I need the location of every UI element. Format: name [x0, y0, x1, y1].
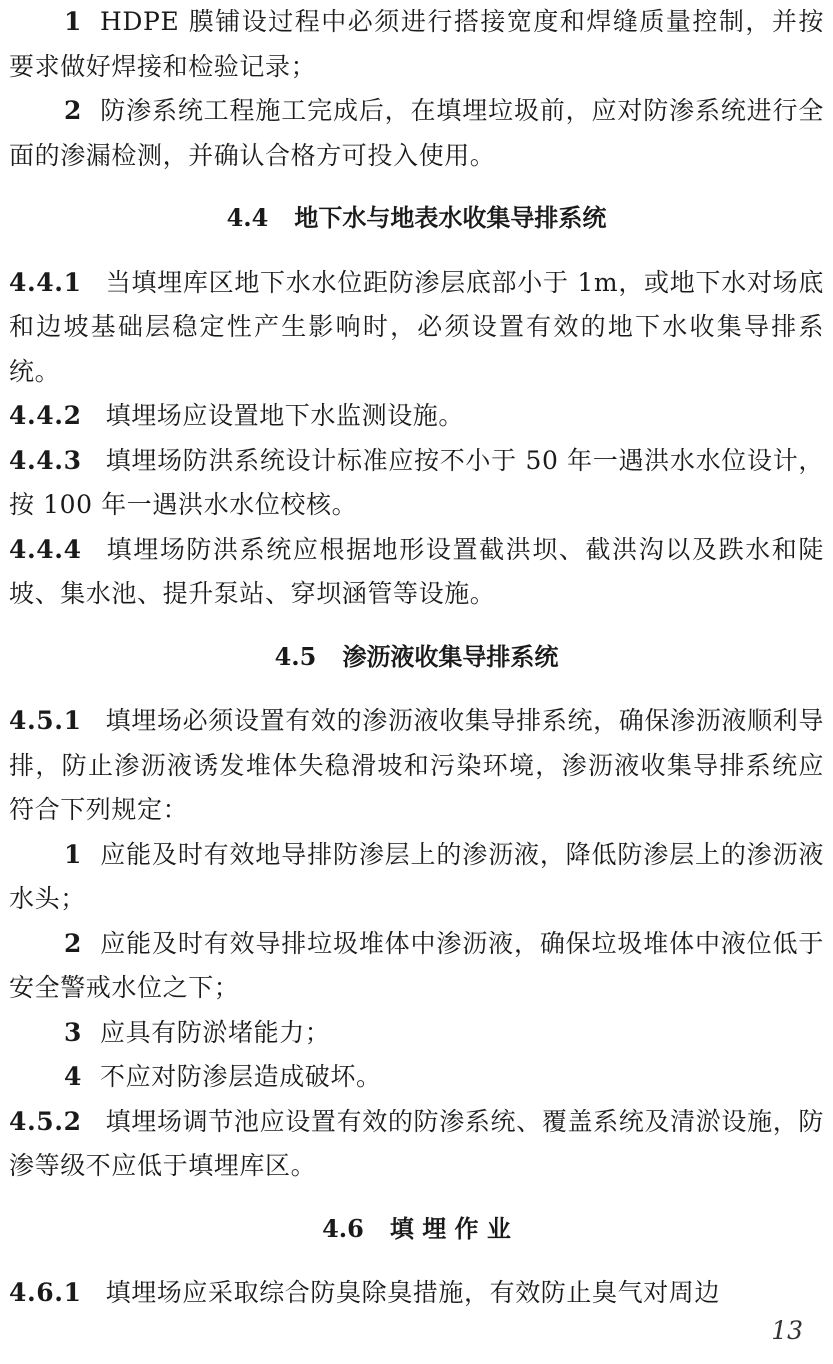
clause: 4.5.2 填埋场调节池应设置有效的防渗系统、覆盖系统及清淤设施，防渗等级不应低于填埋库区。 [9, 1106, 824, 1180]
list-item: 1 HDPE 膜铺设过程中必须进行搭接宽度和焊缝质量控制，并按要求做好焊接和检验记录； [9, 7, 824, 81]
page-number: 13 [771, 1316, 803, 1345]
list-item: 4 不应对防渗层造成破坏。 [64, 1062, 382, 1091]
clause: 4.4.4 填埋场防洪系统应根据地形设置截洪坝、截洪沟以及跌水和陡坡、集水池、提升泵站、穿坝涵管等设施。 [9, 534, 824, 608]
clause: 4.4.2 填埋场应设置地下水监测设施。 [9, 401, 464, 430]
clause: 4.4.3 填埋场防洪系统设计标准应按不小于 50 年一遇洪水水位设计，按 100 年一遇洪水水位校核。 [9, 445, 824, 519]
list-item: 2 防渗系统工程施工完成后，在填埋垃圾前，应对防渗系统进行全面的渗漏检测，并确认合格方可投入使用。 [9, 96, 824, 170]
clause: 4.6.1 填埋场应采取综合防臭除臭措施，有效防止臭气对周边 [9, 1278, 720, 1307]
list-item: 1 应能及时有效地导排防渗层上的渗沥液，降低防渗层上的渗沥液水头； [9, 839, 824, 913]
section-heading: 4.5 渗沥液收集导排系统 [274, 641, 559, 671]
section-heading: 4.4 地下水与地表水收集导排系统 [226, 203, 607, 232]
list-item: 3 应具有防淤堵能力； [64, 1017, 331, 1047]
list-item: 2 应能及时有效导排垃圾堆体中渗沥液，确保垃圾堆体中液位低于安全警戒水位之下； [9, 928, 824, 1002]
clause: 4.5.1 填埋场必须设置有效的渗沥液收集导排系统，确保渗沥液顺利导排，防止渗沥液诱发堆体失稳滑坡和污染环境，渗沥液收集导排系统应符合下列规定： [9, 706, 824, 824]
section-heading: 4.6 填 埋 作 业 [322, 1213, 511, 1243]
clause: 4.4.1 当填埋库区地下水水位距防渗层底部小于 1m，或地下水对场底和边坡基础层稳定性产生影响时，必须设置有效的地下水收集导排系统。 [9, 267, 824, 386]
